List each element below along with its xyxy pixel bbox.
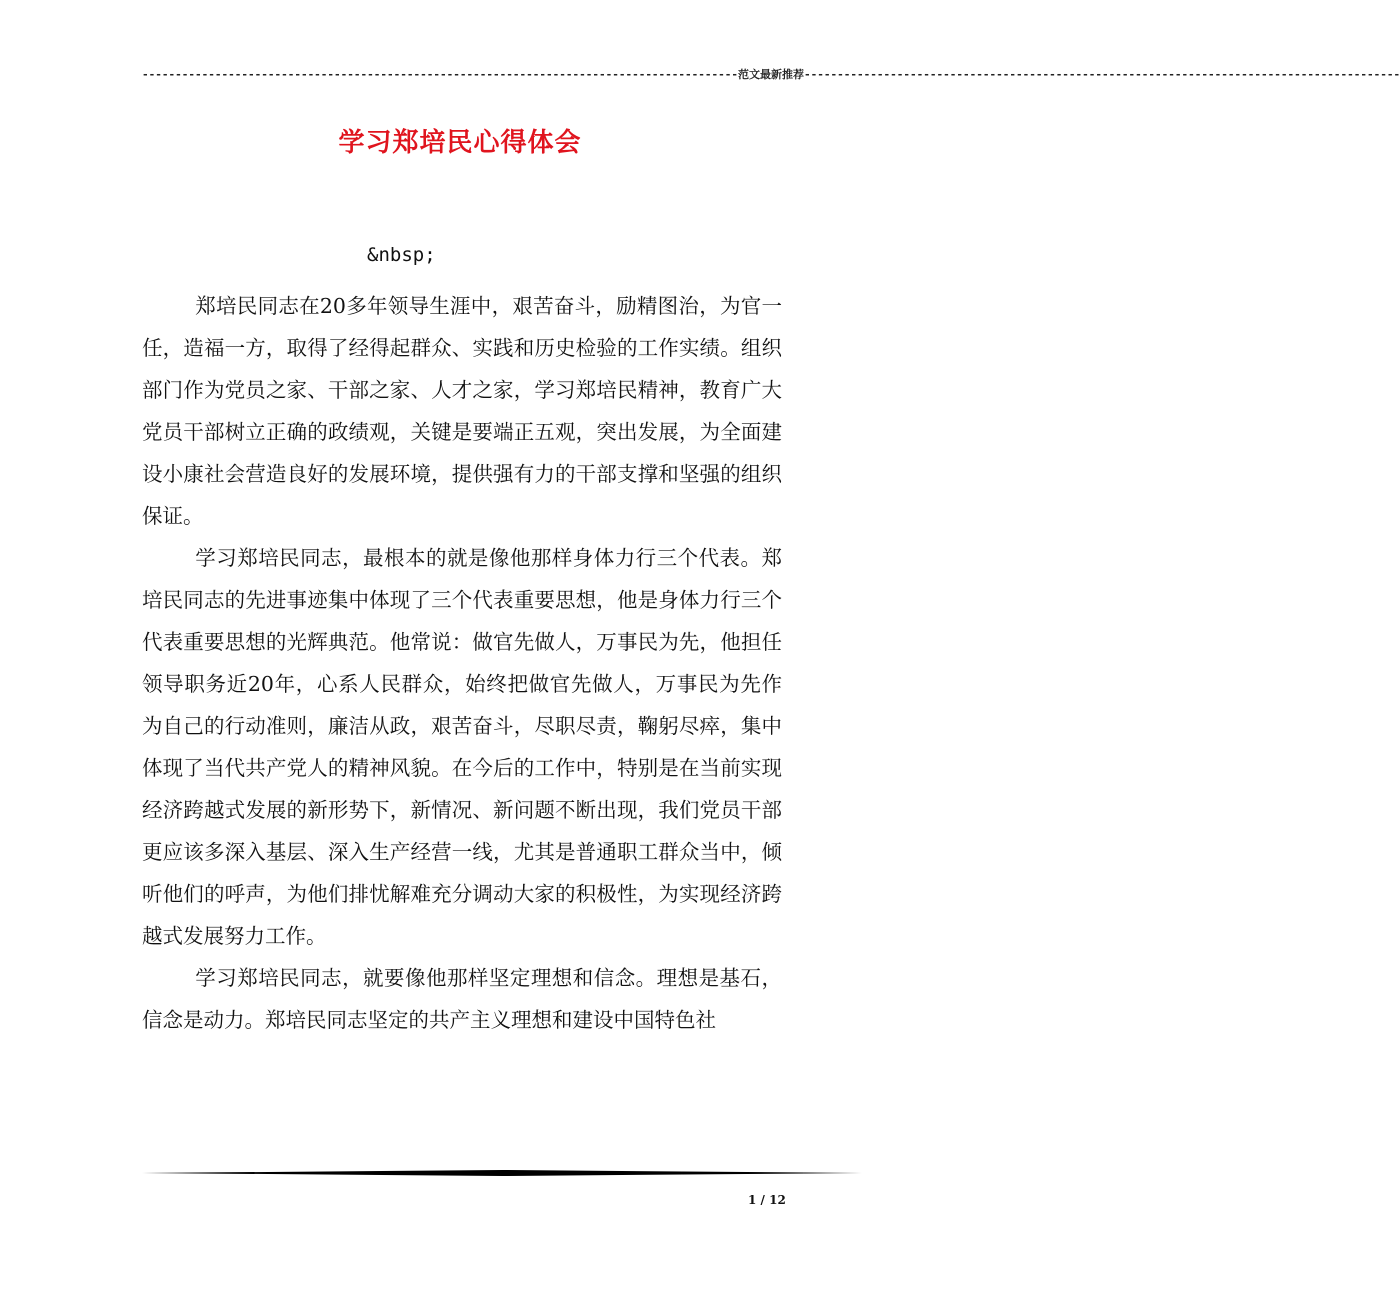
- footer-rule: [142, 1170, 862, 1176]
- header-left-dashes: ------------------------------------------------------------------------------------------: [142, 67, 739, 81]
- nbsp-text: &nbsp;: [367, 244, 436, 266]
- paragraph: 郑培民同志在20多年领导生涯中，艰苦奋斗，励精图治，为官一任，造福一方，取得了经得起群众、实践和历史检验的工作实绩。组织部门作为党员之家、干部之家、人才之家，学习郑培民精神，教育广大党员干部树立正确的政绩观，关键是要端正五观，突出发展，为全面建设小康社会营造良好的发展环境，提供强有力的干部支撑和坚强的组织保证。: [142, 294, 782, 528]
- paragraph: 学习郑培民同志，就要像他那样坚定理想和信念。理想是基石，信念是动力。郑培民同志坚定的共产主义理想和建设中国特色社: [142, 966, 782, 1032]
- page-number: 1 / 12: [748, 1193, 786, 1207]
- page-header: [142, 66, 1400, 82]
- document-title: 学习郑培民心得体会: [338, 128, 582, 158]
- paragraph: 学习郑培民同志，最根本的就是像他那样身体力行三个代表。郑培民同志的先进事迹集中体现了三个代表重要思想，他是身体力行三个代表重要思想的光辉典范。他常说：做官先做人，万事民为先，他担任领导职务近20年，心系人民群众，始终把做官先做人，万事民为先作为自己的行动准则，廉洁从政，艰苦奋斗，尽职尽责，鞠躬尽瘁，集中体现了当代共产党人的精神风貌。在今后的工作中，特别是在当前实现经济跨越式发展的新形势下，新情况、新问题不断出现，我们党员干部更应该多深入基层、深入生产经营一线，尤其是普通职工群众当中，倾听他们的呼声，为他们排忧解难充分调动大家的积极性，为实现经济跨越式发展努力工作。: [142, 546, 782, 948]
- document-body: [142, 285, 782, 1041]
- header-right-dashes: ------------------------------------------------------------------------------------------: [804, 67, 1400, 81]
- header-label: 范文最新推荐: [738, 68, 805, 81]
